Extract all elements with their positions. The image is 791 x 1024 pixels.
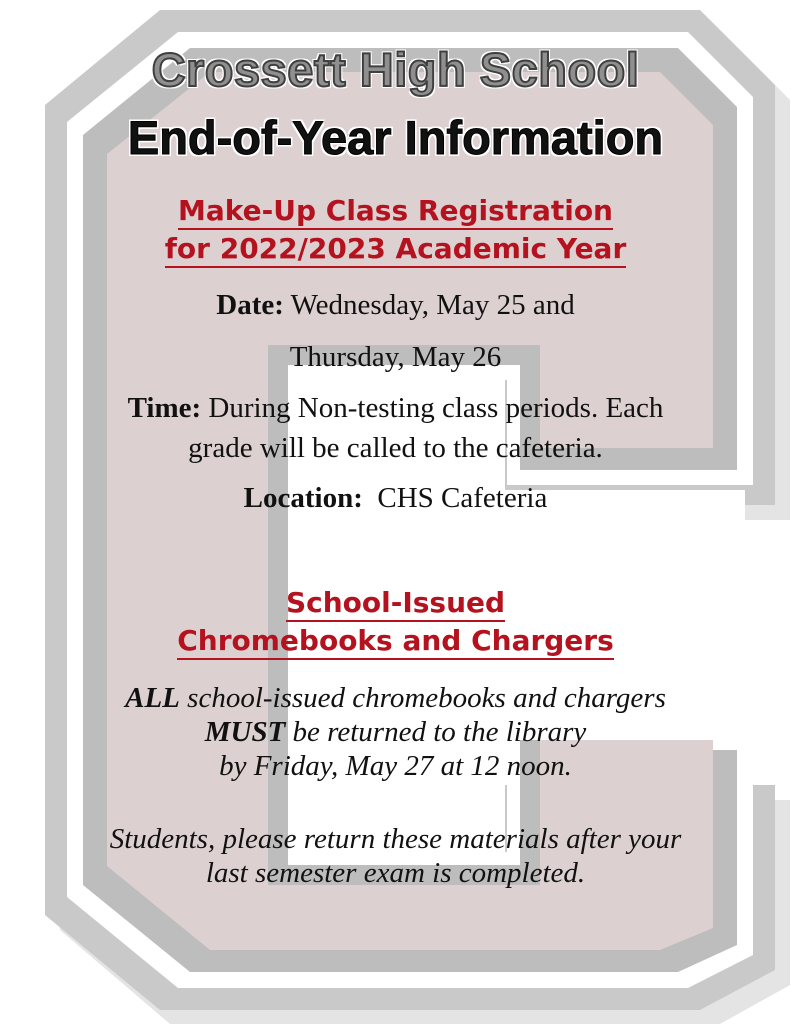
page-title: End-of-Year Information xyxy=(127,111,664,164)
date-line-2 xyxy=(0,337,791,377)
must-emphasis: MUST xyxy=(204,716,286,748)
date-value-line1: Wednesday, May 25 and xyxy=(290,289,575,321)
time-value-line2: grade will be called to the cafeteria. xyxy=(188,432,603,464)
chromebooks-deadline: by Friday, May 27 at 12 noon. xyxy=(219,750,572,782)
chromebooks-line1 xyxy=(0,681,791,715)
makeup-heading xyxy=(0,192,791,268)
time-line-2 xyxy=(0,428,791,468)
date-label: Date: xyxy=(216,289,284,321)
chromebooks-line2 xyxy=(0,715,791,749)
student-note xyxy=(0,822,791,890)
time-label: Time: xyxy=(127,392,202,424)
makeup-heading-line1: Make-Up Class Registration xyxy=(178,194,613,230)
chromebooks-heading-line1: School-Issued xyxy=(286,586,505,622)
chromebooks-instructions xyxy=(0,681,791,783)
location-line xyxy=(0,478,791,518)
makeup-heading-line2: for 2022/2023 Academic Year xyxy=(165,232,627,268)
date-line xyxy=(0,285,791,325)
all-emphasis: ALL xyxy=(125,682,180,714)
chromebooks-heading-line2: Chromebooks and Chargers xyxy=(177,624,614,660)
time-line xyxy=(0,388,791,428)
chromebooks-line1-text: school-issued chromebooks and chargers xyxy=(187,682,666,714)
date-value-line2: Thursday, May 26 xyxy=(289,341,502,373)
student-note-line2: last semester exam is completed. xyxy=(205,857,586,889)
student-note-line1: Students, please return these materials after your xyxy=(109,823,682,855)
chromebooks-line2-text: be returned to the library xyxy=(292,716,587,748)
location-label: Location: xyxy=(243,482,363,514)
chromebooks-heading xyxy=(0,584,791,660)
school-name: Crossett High School xyxy=(151,43,640,96)
time-value-line1: During Non-testing class periods. Each xyxy=(208,392,664,424)
location-value: CHS Cafeteria xyxy=(377,482,548,514)
